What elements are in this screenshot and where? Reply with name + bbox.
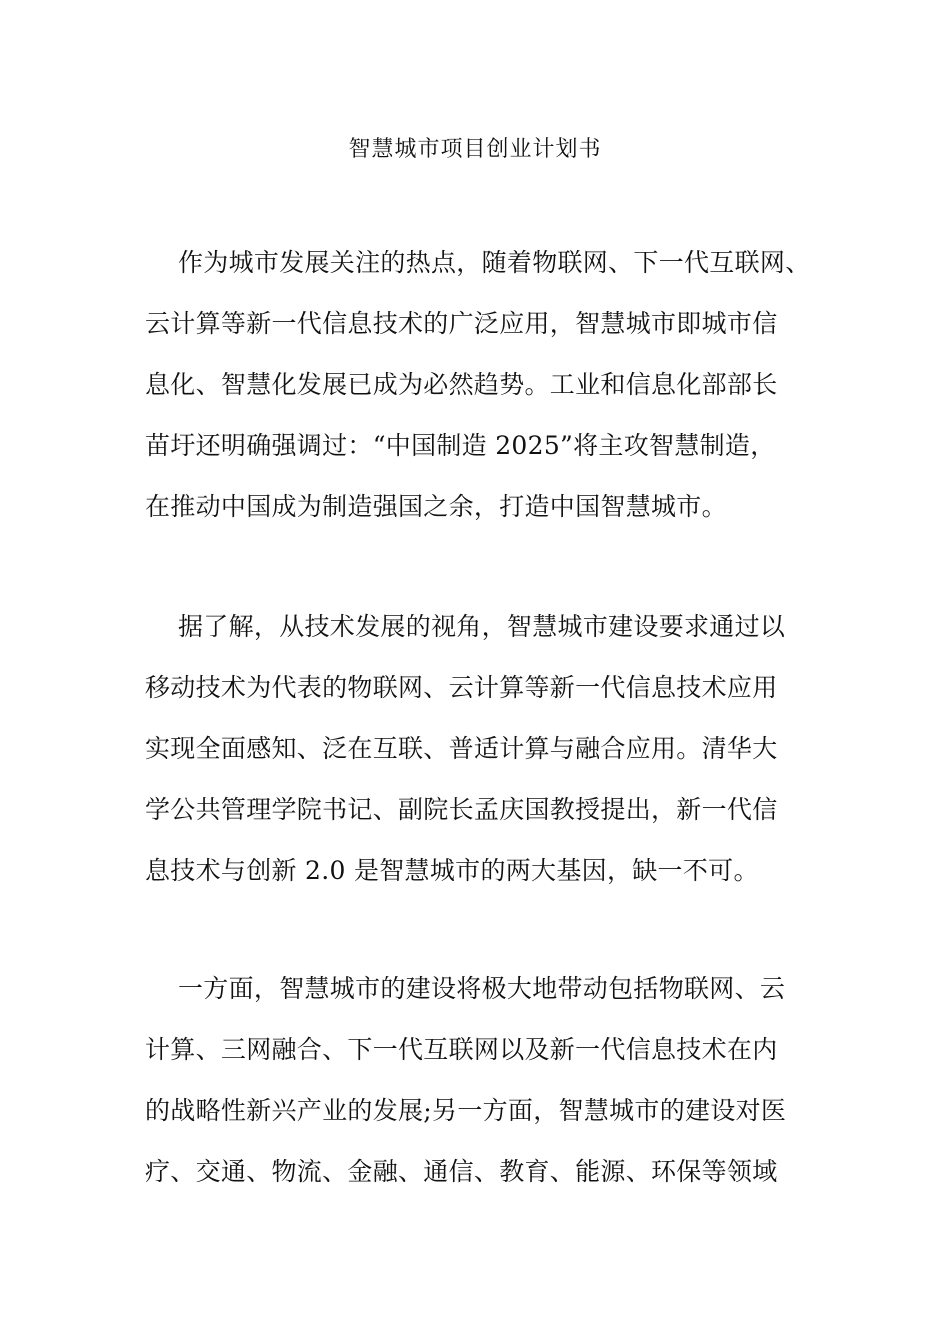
paragraph-line: 在推动中国成为制造强国之余，打造中国智慧城市。	[145, 492, 727, 521]
paragraph-line: 一方面，智慧城市的建设将极大地带动包括物联网、云	[178, 974, 786, 1003]
paragraph-line: 云计算等新一代信息技术的广泛应用，智慧城市即城市信	[145, 309, 778, 338]
document-title: 智慧城市项目创业计划书	[348, 137, 602, 162]
paragraph-line: 学公共管理学院书记、副院长孟庆国教授提出，新一代信	[145, 795, 778, 824]
paragraph-3	[145, 958, 817, 1202]
paragraph-line: 作为城市发展关注的热点，随着物联网、下一代互联网、	[178, 248, 811, 277]
paragraph-line: 移动技术为代表的物联网、云计算等新一代信息技术应用	[145, 673, 778, 702]
paragraph-line: 的战略性新兴产业的发展;另一方面，智慧城市的建设对医	[145, 1096, 787, 1125]
paragraph-1	[145, 232, 817, 537]
paragraph-line: 计算、三网融合、下一代互联网以及新一代信息技术在内	[145, 1035, 778, 1064]
paragraph-line: 实现全面感知、泛在互联、普适计算与融合应用。清华大	[145, 734, 778, 763]
paragraph-line: 疗、交通、物流、金融、通信、教育、能源、环保等领域	[145, 1157, 778, 1186]
paragraph-2	[145, 596, 817, 901]
paragraph-line: 苗圩还明确强调过：“中国制造 2025”将主攻智慧制造，	[145, 431, 776, 460]
paragraph-line: 息化、智慧化发展已成为必然趋势。工业和信息化部部长	[145, 370, 778, 399]
paragraph-line: 据了解，从技术发展的视角，智慧城市建设要求通过以	[178, 612, 786, 641]
paragraph-line: 息技术与创新 2.0 是智慧城市的两大基因，缺一不可。	[145, 856, 759, 885]
